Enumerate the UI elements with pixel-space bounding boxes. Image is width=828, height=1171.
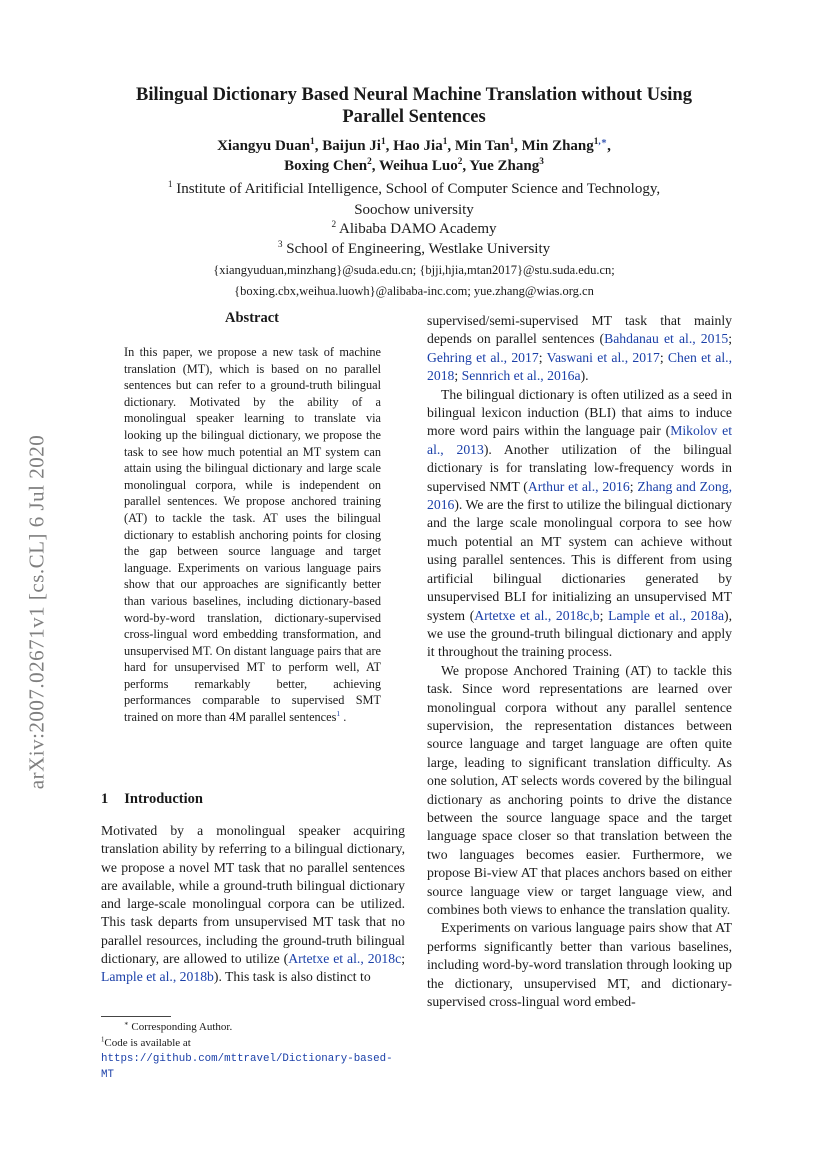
- footnote-code: [101, 1036, 405, 1083]
- email-line-2: {boxing.cbx,weihua.luowh}@alibaba-inc.com; yue.zhang@wias.org.cn: [234, 284, 594, 298]
- right-paragraph-2: The bilingual dictionary is often utilized as a seed in bilingual lexicon induction (BLI) that aims to induce more word pairs within the language pair (Mikolov et al., 2013). Another utilization of the bilingual dictionary is for translating low-frequency words in supervised NMT (Arthur et al., 2016; Zhang and Zong, 2016). We are the first to utilize the bilingual dictionary and the large scale monolingual corpora to see how much potential an MT system can achieve without using parallel sentences. This is different from using artificial bilingual dictionaries generated by unsupervised BLI for initializing an unsupervised MT system (Artetxe et al., 2018c,b; Lample et al., 2018a), we use the ground-truth bilingual dictionary and apply it throughout the training process.: [427, 386, 733, 660]
- section-heading-introduction: [101, 791, 203, 808]
- right-paragraph-3: We propose Anchored Training (AT) to tackle this task. Since word representations are learned over monolingual corpora without any parallel sentence supervision, the representation distances between source language and target language are often quite large, leading to significant translation difficulty. As one solution, AT selects words covered by the bilingual dictionary as anchoring points to drive the distance between the source language space and the target language space closer so that translation between the two languages becomes easier. Furthermore, we propose Bi-view AT that places anchors based on either source language view or target language view, and combines both views to enhance the translation quality.: [427, 662, 732, 917]
- right-paragraph-1: supervised/semi-supervised MT task that mainly depends on parallel sentences (Bahdanau et al., 2015; Gehring et al., 2017; Vaswani et al., 2017; Chen et al., 2018; Sennrich et al., 2016a).: [427, 313, 733, 384]
- title-line-2: Parallel Sentences: [342, 107, 486, 127]
- affiliation-1: $^1$ Institute of Aritificial Intelligence, School of Computer Science and Technology,: [167, 180, 661, 197]
- footnote-corresponding-author: ∗ Corresponding Author.: [124, 1020, 233, 1033]
- title-line-1: Bilingual Dictionary Based Neural Machine Translation without Using: [136, 85, 692, 105]
- authors-line-1: Xiangyu Duan$^1$, Baijun Ji$^1$, Hao Jia$^1$, Min Tan$^1$, Min Zhang$^{1,∗}$,: [217, 137, 611, 154]
- arxiv-identifier: arXiv:2007.02671v1 [cs.CL] 6 Jul 2020: [24, 434, 49, 790]
- email-line-1: {xiangyuduan,minzhang}@suda.edu.cn; {bjji,hjia,mtan2017}@stu.suda.edu.cn;: [213, 263, 615, 277]
- affiliation-3: $^3$ School of Engineering, Westlake University: [277, 240, 551, 257]
- right-column: [427, 312, 732, 1011]
- authors-line-2: Boxing Chen$^2$, Weihua Luo$^2$, Yue Zhang$^3$: [284, 157, 544, 174]
- affiliation-2: $^2$ Alibaba DAMO Academy: [331, 220, 497, 237]
- affiliation-1-cont: Soochow university: [354, 202, 474, 218]
- author-list: [60, 136, 768, 176]
- introduction-paragraph: Motivated by a monolingual speaker acquiring translation ability by referring to a bilingual dictionary, we propose a novel MT task that no parallel sentences are available, while a ground-truth bilingual dictionary and large-scale monolingual corpora can be utilized. This task departs from unsupervised MT task that no parallel resources, including the ground-truth bilingual dictionary, are allowed to utilize (Artetxe et al., 2018c; Lample et al., 2018b). This task is also distinct to: [101, 823, 405, 985]
- section-title: Introduction: [124, 791, 203, 807]
- footnote-code-label: $^1$Code is available at: [101, 1036, 191, 1049]
- footnote-rule: [101, 1016, 171, 1017]
- right-paragraph-4: Experiments on various language pairs show that AT performs significantly better than various baselines, including word-by-word translation through looking up the dictionary, unsupervised MT, and dictionary-supervised cross-lingual word embed-: [427, 920, 732, 1010]
- paper-title: [60, 84, 768, 128]
- abstract-body: In this paper, we propose a new task of machine translation (MT), which is based on no parallel sentences but can refer to a ground-truth bilingual dictionary. Motivated by the ability of a monolingual speaker learning to translate via looking up the bilingual dictionary, we propose the task to see how much potential an MT system can attain using the bilingual dictionary and large scale monolingual corpora, while is independent on parallel sentences. We propose anchored training (AT) to tackle the task. AT uses the bilingual dictionary to establish anchoring points for closing the gap between source language and target language. Experiments on various language pairs show that our approaches are significantly better than various baselines, including dictionary-based word-by-word translation, dictionary-supervised cross-lingual word embedding transformation, and unsupervised MT. On distant language pairs that are hard for unsupervised MT to perform well, AT performs remarkably better, achieving performances comparable to supervised SMT trained on more than 4M parallel sentences$^1$ .: [124, 345, 381, 725]
- abstract-heading: Abstract: [225, 310, 279, 326]
- code-link[interactable]: https://github.com/mttravel/Dictionary-based-MT: [101, 1053, 393, 1081]
- section-number: 1: [101, 791, 109, 807]
